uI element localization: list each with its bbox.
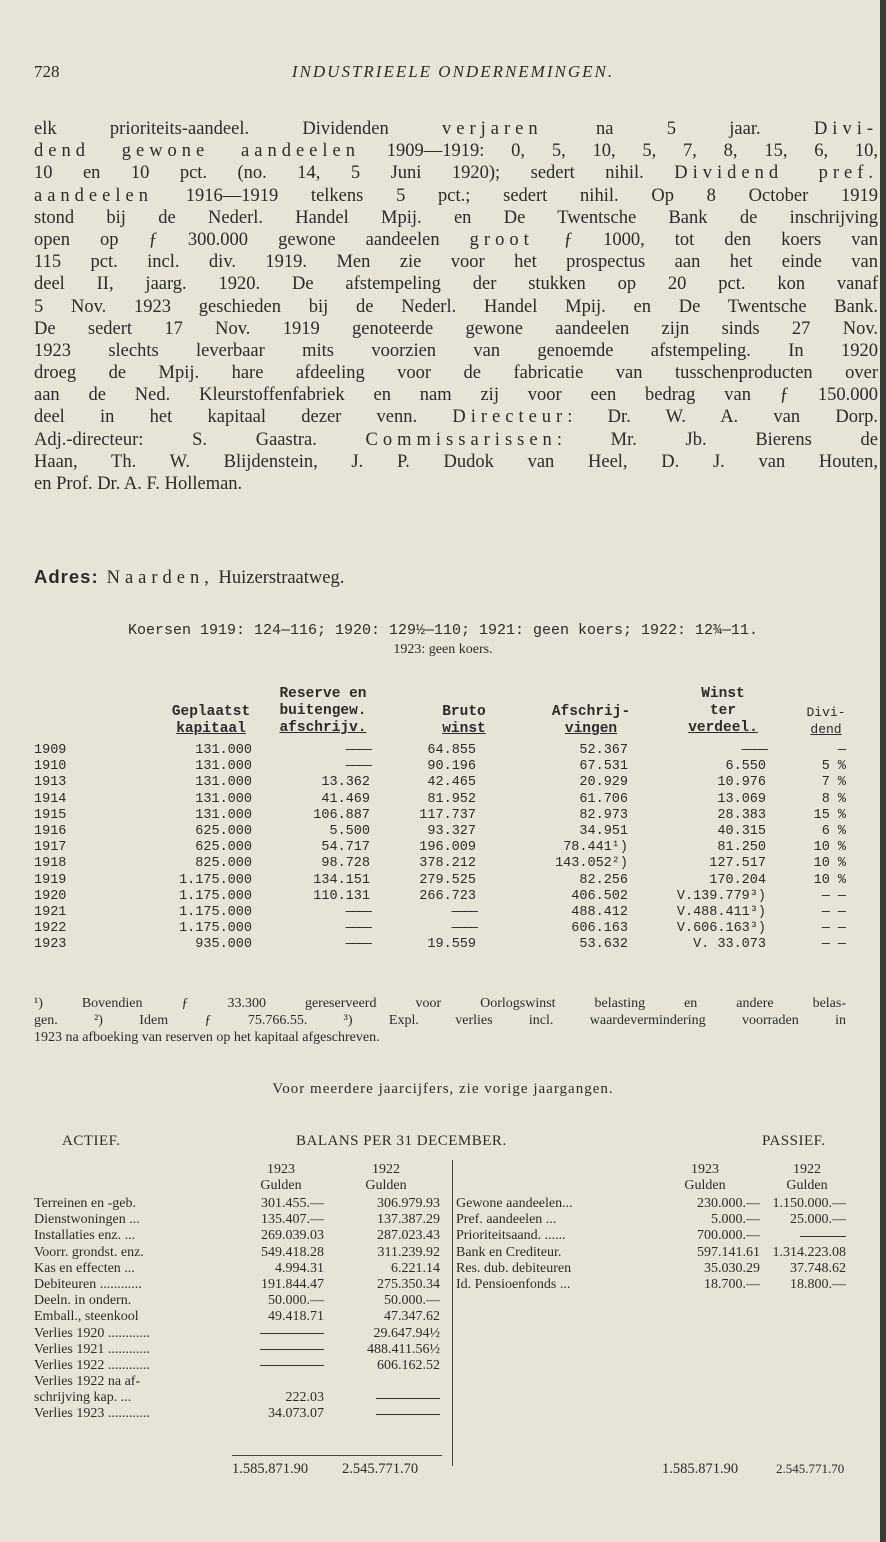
spaced-term: Commissarissen [365,429,557,450]
header-text: Bruto [442,704,486,720]
col-unit: Gulden [786,1178,828,1193]
win-cell: V.139.779³) [676,888,766,904]
balance-item-name: Verlies 1922 ............ [34,1357,150,1373]
afs-cell: 488.412 [571,904,628,920]
financial-table [34,743,846,953]
balance-actief-heading: ACTIEF. [62,1133,121,1149]
address-label: Adres: [34,566,99,587]
balance-row [34,1277,454,1293]
balance-item-name: Terreinen en -geb. [34,1196,137,1211]
footnote-line: 1923 na afboeking van reserven op het kapitaal afgeschreven. [34,1030,380,1045]
win-cell: 81.250 [717,840,766,856]
balance-row [456,1196,876,1212]
spaced-term: dend gewone aandeelen [34,141,360,162]
res-cell: ———— [345,904,370,920]
balance-item-name: Verlies 1922 na af- [34,1374,141,1390]
win-cell: 28.383 [717,807,766,823]
res-cell: 54.717 [321,840,370,856]
balance-item-name: Dienstwoningen ... [34,1212,140,1228]
empty-dash [260,1365,324,1366]
table-row [34,824,846,840]
afs-cell: 82.973 [579,807,628,823]
header-reserve [258,686,388,737]
footnotes [34,995,846,1046]
header-text: dend [810,722,842,737]
res-cell: 110.131 [313,888,370,904]
div-cell: — — [821,921,846,937]
win-cell: V. 33.073 [693,937,766,953]
assets-total-1922: 2.545.771.70 [342,1461,419,1477]
liabilities-col-1923 [670,1162,740,1194]
year-cell: 1910 [34,759,67,775]
page-binding-edge [880,0,886,1542]
footnote-line: ¹) Bovendien ƒ 33.300 gereserveerd voor Oorlogswinst belasting en andere belas- [34,996,846,1011]
kap-cell: 935.000 [195,937,252,953]
col-year: 1923 [267,1162,295,1177]
header-text: Divi- [806,705,846,720]
col-year: 1923 [691,1162,719,1177]
balance-item-value: 18.700.— [704,1276,760,1292]
text-line: 5 Nov. 1923 geschieden bij de Nederl. Handel Mpij. en De Twentsche Bank. [34,296,878,317]
balance-item-value: 50.000.— [268,1293,324,1309]
afs-cell: 82.256 [579,872,628,888]
table-row [34,856,846,872]
afs-cell: 52.367 [579,743,628,758]
afs-cell: 34.951 [579,823,628,839]
year-cell: 1919 [34,872,67,888]
spaced-term: Divi- [813,119,878,139]
balance-item-value: 34.073.07 [268,1406,324,1422]
liabilities-total-1922: 2.545.771.70 [776,1461,845,1476]
balance-item-value: 1.150.000.— [772,1196,846,1211]
kap-cell: 1.175.000 [179,872,252,888]
balance-item-name: Kas en effecten ... [34,1260,135,1276]
kap-cell: 131.000 [195,759,252,775]
balance-item-value: 306.979.93 [377,1196,440,1211]
header-text: ter [709,703,737,719]
col-unit: Gulden [260,1178,302,1193]
res-cell: 106.887 [313,807,370,823]
div-cell: 15 % [813,807,846,823]
share-prices-line: Koersen 1919: 124—116; 1920: 129½—110; 1921: geen koers; 1922: 12¾—11. [127,622,759,639]
text-run: deel in het kapitaal dezer venn. [34,407,453,428]
div-cell: — — [821,904,846,920]
bru-cell: 117.737 [419,807,476,823]
res-cell: ———— [345,759,370,775]
balance-item-name: Pref. aandeelen ... [456,1212,557,1228]
div-cell: — — [821,888,846,904]
text-line: 115 pct. incl. div. 1919. Men zie voor het prospectus aan het einde van [34,252,878,273]
balance-row [34,1406,454,1422]
balance-item-name: Res. dub. debiteuren [456,1260,572,1276]
balance-item-name: Prioriteitsaand. ...... [456,1228,566,1244]
balance-item-value: 311.239.92 [377,1244,440,1260]
text-line: stond bij de Nederl. Handel Mpij. en De Twentsche Bank de inschrijving [34,207,878,228]
win-cell: ———— [741,743,766,758]
spaced-term: groot [469,229,534,250]
kap-cell: 825.000 [195,856,252,872]
table-row [34,921,846,937]
header-bruto [414,704,514,738]
text-line [34,185,878,207]
page-number: 728 [34,62,60,81]
bru-cell: 42.465 [427,775,476,791]
balance-row [34,1261,454,1277]
balance-row [34,1293,454,1309]
text-line: deel II, jaarg. 1920. De afstempeling der stukken op 20 pct. kon vanaf [34,274,878,295]
balance-row [456,1245,876,1261]
text-run: elk prioriteits-aandeel. Dividenden [34,119,443,139]
header-text: Geplaatst [171,704,251,720]
balance-row [456,1277,876,1293]
assets-col-1922 [348,1162,424,1194]
balance-item-value: 269.039.03 [261,1228,324,1244]
text-run: Adj.-directeur: S. Gaastra. [34,429,366,450]
table-row [34,759,846,775]
more-years-note: Voor meerdere jaarcijfers, zie vorige jaargangen. [272,1081,614,1097]
balance-row [34,1390,454,1406]
header-text: afschrijv. [279,720,367,736]
kap-cell: 131.000 [195,807,252,823]
bru-cell: 378.212 [419,856,476,872]
balance-item-value: 1.314.223.08 [772,1244,846,1260]
res-cell: ———— [345,743,370,758]
afs-cell: 61.706 [579,791,628,807]
div-cell: 5 % [821,759,846,775]
balance-item-value [260,1326,324,1342]
balance-item-value: 230.000.— [697,1196,760,1211]
div-cell: 10 % [813,856,846,872]
text-run: : Dr. W. A. van Dorp. [567,407,878,428]
kap-cell: 1.175.000 [179,904,252,920]
year-cell: 1913 [34,775,67,791]
win-cell: V.606.163³) [676,921,766,937]
win-cell: 40.315 [717,823,766,839]
balance-row [34,1326,454,1342]
balance-item-value: 137.387.29 [377,1212,440,1228]
col-unit: Gulden [365,1178,407,1193]
bru-cell: 81.952 [427,791,476,807]
header-text: verdeel. [688,720,758,736]
balance-item-value: 25.000.— [790,1212,846,1228]
assets-total-1923: 1.585.871.90 [232,1461,309,1477]
table-row [34,873,846,889]
balance-item-value: 275.350.34 [377,1276,440,1292]
balance-item-value: 597.141.61 [697,1244,760,1260]
balance-item-name: Verlies 1921 ............ [34,1341,150,1357]
address-place: Naarden, [106,568,214,588]
table-row [34,905,846,921]
empty-dash [260,1349,324,1350]
text-run: 10 en 10 pct. (no. 14, 5 Juni 1920); sedert nihil. [34,163,675,184]
balance-item-value: 50.000.— [384,1293,440,1309]
balance-item-name: Bank en Crediteur. [456,1244,562,1260]
bru-cell: 90.196 [427,759,476,775]
year-cell: 1909 [34,743,67,758]
page-header [34,62,872,84]
kap-cell: 625.000 [195,823,252,839]
header-afschrijvingen [536,704,646,738]
year-cell: 1914 [34,791,67,807]
res-cell: 41.469 [321,791,370,807]
text-line [34,118,878,140]
empty-dash [376,1398,440,1399]
text-line [34,406,878,428]
div-cell: 7 % [821,775,846,791]
balance-item-value: 5.000.— [711,1212,760,1228]
bru-cell: ———— [451,904,476,920]
balance-row [34,1228,454,1244]
balance-row [34,1309,454,1325]
afs-cell: 143.052²) [555,856,628,872]
afs-cell: 606.163 [571,921,628,937]
balance-item-value: 35.030.29 [704,1260,760,1276]
balance-item-value: 37.748.62 [790,1260,846,1276]
balance-item-value: 29.647.94½ [373,1325,440,1341]
balance-item-name: Installaties enz. ... [34,1228,136,1244]
text-line: 1923 slechts leverbaar mits voorzien van genoemde afstempeling. In 1920 [34,340,878,361]
div-cell: 10 % [813,872,846,888]
year-cell: 1921 [34,904,67,920]
header-text: kapitaal [176,721,246,737]
res-cell: 134.151 [313,872,370,888]
balance-item-value [376,1390,440,1406]
running-title: INDUSTRIEELE ONDERNEMINGEN. [291,62,615,81]
res-cell: 13.362 [321,775,370,791]
afs-cell: 406.502 [571,888,628,904]
balance-item-value [260,1358,324,1374]
col-year: 1922 [793,1162,821,1177]
balance-item-name: Emball., steenkool [34,1309,139,1325]
empty-dash [260,1333,324,1334]
balance-item-value: 47.347.62 [384,1309,440,1325]
spaced-term: verjaren [442,119,543,139]
balance-item-value [376,1406,440,1422]
text-line [34,229,878,251]
text-run: open op ƒ 300.000 gewone aandeelen [34,229,470,250]
win-cell: 6.550 [725,759,766,775]
year-cell: 1923 [34,937,67,953]
balance-row [456,1228,876,1244]
balance-item-value: 222.03 [285,1390,324,1406]
bru-cell: 64.855 [427,743,476,758]
res-cell: ———— [345,937,370,953]
table-row [34,840,846,856]
text-run: 1916—1919 telkens 5 pct.; sedert nihil. Op 8 October 1919 [152,185,878,206]
res-cell: 5.500 [329,823,370,839]
text-line: aan de Ned. Kleurstoffenfabriek en nam zij voor een bedrag van ƒ 150.000 [34,385,878,406]
col-unit: Gulden [684,1178,726,1193]
balance-item-name: Id. Pensioenfonds ... [456,1276,571,1292]
spaced-term: Dividend pref. [674,163,878,184]
balance-item-value: 549.418.28 [261,1244,324,1260]
afs-cell: 67.531 [579,759,628,775]
spaced-term: Directeur [452,407,568,428]
balance-item-name: Debiteuren ............ [34,1276,142,1292]
afs-cell: 78.441¹) [563,840,628,856]
table-row [34,775,846,791]
balance-item-value [260,1342,324,1358]
balance-item-name: Verlies 1920 ............ [34,1325,150,1341]
header-text: winst [442,721,486,737]
win-cell: 13.069 [717,791,766,807]
balance-item-value: 18.800.— [790,1276,846,1292]
header-text: Reserve en [279,686,367,702]
year-cell: 1922 [34,921,67,937]
table-row [34,792,846,808]
address-street: Huizerstraatweg. [213,568,345,588]
year-cell: 1920 [34,888,67,904]
balance-item-value [800,1228,846,1244]
empty-dash [376,1414,440,1415]
balance-item-name: Voorr. grondst. enz. [34,1244,144,1260]
balance-item-name: Verlies 1923 ............ [34,1406,150,1422]
header-text: Afschrij- [551,704,631,720]
header-text: buitengew. [279,703,367,719]
text-line: De sedert 17 Nov. 1919 genoteerde gewone aandeelen zijn sinds 27 Nov. [34,318,878,339]
address-line [34,566,344,589]
balance-item-value: 49.418.71 [268,1309,324,1325]
year-cell: 1918 [34,856,67,872]
balance-row [34,1358,454,1374]
table-row [34,808,846,824]
afs-cell: 53.632 [579,937,628,953]
year-cell: 1917 [34,840,67,856]
win-cell: 170.204 [709,872,766,888]
assets-total-rule [232,1455,442,1456]
div-cell: 10 % [813,840,846,856]
text-line [34,429,878,451]
assets-col-1923 [246,1162,316,1194]
balance-item-name: Deeln. in ondern. [34,1293,132,1309]
balance-row [34,1196,454,1212]
kap-cell: 1.175.000 [179,888,252,904]
balance-row [34,1245,454,1261]
div-cell: — [837,743,846,758]
spaced-term: aandeelen [34,185,153,206]
empty-dash [800,1236,846,1237]
header-text: Winst [701,686,745,702]
balance-row [34,1212,454,1228]
kap-cell: 1.175.000 [179,921,252,937]
div-cell: 8 % [821,791,846,807]
div-cell: 6 % [821,823,846,839]
kap-cell: 625.000 [195,840,252,856]
header-text: vingen [564,721,618,737]
balance-item-value: 606.162.52 [377,1357,440,1373]
div-cell: — — [821,937,846,953]
balance-item-value: 488.411.56½ [367,1341,440,1357]
win-cell: 10.976 [717,775,766,791]
header-dividend [796,704,856,738]
table-row [34,743,846,759]
text-line [34,140,878,162]
balance-passief-heading: PASSIEF. [762,1133,826,1149]
company-description [34,118,878,495]
res-cell: 98.728 [321,856,370,872]
balance-item-value: 191.844.47 [261,1276,324,1292]
balance-liabilities [456,1196,876,1293]
bru-cell: 93.327 [427,823,476,839]
footnote-line: gen. ²) Idem ƒ 75.766.55. ³) Expl. verlies incl. waardevermindering voorraden in [34,1013,846,1028]
table-row [34,889,846,905]
balance-item-value: 4.994.31 [275,1260,324,1276]
text-run: na 5 jaar. [542,119,814,139]
balance-item-value: 6.221.14 [391,1260,440,1276]
text-run: 1909—1919: 0, 5, 10, 5, 7, 8, 15, 6, 10, [360,141,878,162]
kap-cell: 131.000 [195,775,252,791]
year-cell: 1916 [34,823,67,839]
kap-cell: 131.000 [195,743,252,758]
afs-cell: 20.929 [579,775,628,791]
text-line: droeg de Mpij. hare afdeeling voor de fabricatie van tusschenproducten over [34,363,878,384]
balance-item-name: schrijving kap. ... [34,1390,132,1406]
liabilities-total-1923: 1.585.871.90 [662,1461,739,1477]
res-cell: ———— [345,921,370,937]
balance-row [34,1342,454,1358]
text-line [34,162,878,184]
balance-item-value: 135.407.— [261,1212,324,1228]
balance-item-value: 287.023.43 [377,1228,440,1244]
balance-row [456,1212,876,1228]
table-row [34,937,846,953]
balance-item-value: 700.000.— [697,1228,760,1244]
balance-row [34,1374,454,1390]
col-year: 1922 [372,1162,400,1177]
liabilities-col-1922 [772,1162,842,1194]
text-line: en Prof. Dr. A. F. Holleman. [34,474,243,494]
balance-item-name: Gewone aandeelen... [456,1196,573,1211]
text-run: ƒ 1000, tot den koers van [533,229,878,250]
header-winst [668,686,778,737]
year-cell: 1915 [34,807,67,823]
share-prices-line-2: 1923: geen koers. [393,642,493,657]
balance-title: BALANS PER 31 DECEMBER. [296,1133,507,1149]
bru-cell: 266.723 [419,888,476,904]
text-run: : Mr. Jb. Bierens de [556,429,878,450]
bru-cell: ———— [451,921,476,937]
win-cell: 127.517 [709,856,766,872]
text-line: Haan, Th. W. Blijdenstein, J. P. Dudok van Heel, D. J. van Houten, [34,451,878,472]
bru-cell: 279.525 [419,872,476,888]
win-cell: V.488.411³) [676,904,766,920]
balance-assets [34,1196,454,1423]
bru-cell: 196.009 [419,840,476,856]
kap-cell: 131.000 [195,791,252,807]
balance-row [456,1261,876,1277]
balance-item-value: 301.455.— [261,1196,324,1211]
bru-cell: 19.559 [427,937,476,953]
